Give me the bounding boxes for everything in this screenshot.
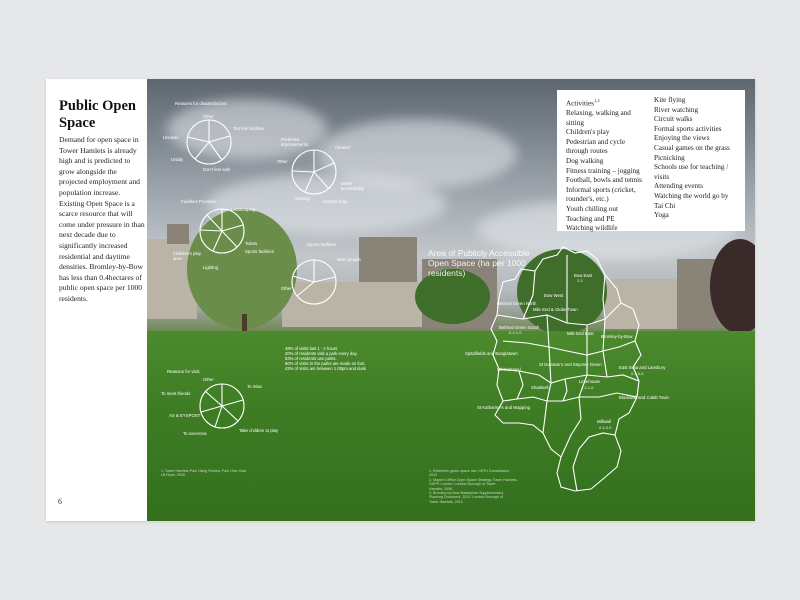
activity-item: Dog walking xyxy=(566,156,604,165)
activity-item: Teaching and PE xyxy=(566,214,615,223)
ward-label: Bow East xyxy=(574,273,593,278)
activities-column-2 xyxy=(654,96,730,221)
activity-item: Informal sports (cricket, xyxy=(566,185,636,194)
pie-chart-improvements xyxy=(292,150,336,194)
pie-title: Reasons for visit: xyxy=(167,369,200,374)
footnote-right xyxy=(429,469,518,504)
ward-value: 0.4-1.0 xyxy=(509,330,522,335)
ward-value: 0.4-0.6 xyxy=(599,425,612,430)
ward-label: Bethnal Green South xyxy=(499,325,540,330)
pie-label: Other xyxy=(281,286,292,291)
pie-label: Untidy xyxy=(171,157,184,162)
activity-item: through routes xyxy=(566,147,608,156)
activity-item: Circuit walks xyxy=(654,115,693,124)
stat-line: 48% of visits last 1 - 2 hours xyxy=(285,346,338,351)
footnote-line: LB Ruse, 2005 xyxy=(161,473,185,478)
pie-label: Other xyxy=(277,159,288,164)
page-number: 6 xyxy=(58,497,62,506)
visit-statistics xyxy=(285,346,366,371)
ward-label: Bethnal Green North xyxy=(497,301,537,306)
ward-value: 3.3 xyxy=(577,278,583,283)
ward-value: 0.4-0.6 xyxy=(631,371,644,376)
activity-item: Children's play xyxy=(566,128,610,137)
activity-item: Casual games on the grass xyxy=(654,143,730,152)
ward-label: Limehouse xyxy=(579,379,601,384)
footnote-line: 3. Bromley-by-Bow Masterplan Supplementary xyxy=(429,491,504,496)
activity-item: Relaxing, walking and xyxy=(566,108,631,117)
pie-label: Control dogs xyxy=(323,199,348,204)
footnote-line: Planning Document, 2012: London Borough of xyxy=(429,495,503,500)
pie-title: Preferred improvements: xyxy=(281,137,310,147)
pie-label: Unclean xyxy=(163,135,179,140)
activity-item: visits xyxy=(654,172,670,181)
ward-label: Bow West xyxy=(544,293,564,298)
pie-label: To meet friends xyxy=(161,391,191,396)
pie-title: Facilities Priorities: xyxy=(181,199,217,204)
pie-label: To excercise xyxy=(183,431,207,436)
activities-column-1 xyxy=(566,96,642,234)
footnote-line: 2. Mayor's Office Open Space Strategy, Tower Hamlets, xyxy=(429,477,518,482)
activity-item: Enjoying the views xyxy=(654,134,710,143)
stat-line: 60% of visits to the parks are made on foot. xyxy=(285,361,366,366)
pie-label: Lighting xyxy=(203,265,219,270)
pie-title: Reasons for dissatisfaction: xyxy=(175,101,228,106)
text-column xyxy=(46,79,147,521)
activity-item: sitting xyxy=(566,118,584,127)
pie-label: Toilets xyxy=(245,241,258,246)
pie-label: AS & EYSPOST xyxy=(169,413,201,418)
activity-item: Yoga xyxy=(654,211,669,220)
ward-value: 1.2-1.6 xyxy=(581,385,594,390)
pie-chart-facilities xyxy=(200,209,244,253)
pie-label: Sports facilities xyxy=(307,242,336,247)
ward-label: Bromley-by-Bow xyxy=(601,334,633,339)
ward-label: Millwall xyxy=(597,419,611,424)
activity-item: Schools use for teaching / xyxy=(654,163,729,172)
pie-label: Children's play area xyxy=(173,251,202,261)
park-photograph xyxy=(147,79,755,521)
body-paragraph: Demand for open space in Tower Hamlets is already high and is predicted to grow alongside the projected employment and population increase. Existing Open Space is a scarce resource that will come under pressure in than next decade due to significantly increased residential and daytime densities. Bromley-by-Bow has less than 0.4hectares of public open space per 1000 residents. xyxy=(59,135,145,303)
pie-label: Other xyxy=(203,377,214,382)
ward-label: St Dunstan's and Stepney Green xyxy=(539,362,602,367)
footnote-line: Tower Hamlets, 2012 xyxy=(429,499,463,504)
activity-item: Kite flying xyxy=(654,96,686,104)
activity-item: Fitness training – jogging xyxy=(566,166,640,175)
pie-label: Sports facilities xyxy=(245,249,274,254)
activity-item: Picnicking xyxy=(654,153,685,162)
pie-label: To relax xyxy=(247,384,263,389)
activities-box xyxy=(557,90,745,231)
activity-item: Pedestrian and cycle xyxy=(566,137,626,146)
pie-label: Seating xyxy=(295,196,310,201)
footnote-line: OSPP, London: London Borough of Tower xyxy=(429,482,496,487)
activity-item: Tai Chi xyxy=(654,201,676,210)
ward-label: Mile End & Globe Town xyxy=(533,307,578,312)
page-title: Public Open Space xyxy=(59,98,136,131)
activity-item: Watching wildlife xyxy=(566,224,618,233)
activity-item: Watching the world go by xyxy=(654,191,729,200)
stat-line: 43% of visits are between 1.00pm and dusk xyxy=(285,366,367,371)
pie-chart-sports xyxy=(292,260,336,304)
stat-line: 20% of residents visit a park every day. xyxy=(285,351,358,356)
pie-label: Take children to play xyxy=(239,428,279,433)
activity-item: Attending events xyxy=(654,182,703,191)
activity-item: Formal sports activities xyxy=(654,124,722,133)
pie-label: More people xyxy=(337,257,361,262)
pie-chart-dissatisfaction xyxy=(187,120,231,164)
map-title: Area of Publicly Accessible Open Space (ha per 1000 residents) xyxy=(428,248,530,278)
ward-label: St Katharine's and Wapping xyxy=(477,405,530,410)
pie-label: Too few facilities xyxy=(233,126,265,131)
activities-footnote-ref: 1,2 xyxy=(593,98,600,103)
footnote-line: 2010 xyxy=(429,473,437,478)
ward-label: Spitalfields and Banglatown xyxy=(465,351,518,356)
pie-label: Don't feel safe xyxy=(203,167,231,172)
pie-chart-visit-reasons xyxy=(200,384,244,428)
ward-label: Whitechapel xyxy=(497,367,521,372)
magazine-spread xyxy=(46,79,755,521)
pie-label: Other xyxy=(203,114,214,119)
ward-label: Mile End East xyxy=(567,331,594,336)
activities-heading-text: Activities xyxy=(566,99,594,108)
pie-label: Landscaping xyxy=(231,207,256,212)
stat-line: 63% of residents use parks. xyxy=(285,356,337,361)
ward-label: Blackwall and Cubitt Town xyxy=(619,395,669,400)
activity-item: rounder's, etc.) xyxy=(566,195,609,204)
pie-label: Cleaner xyxy=(335,145,351,150)
activities-heading xyxy=(566,96,642,109)
ward-label: Shadwell xyxy=(531,385,549,390)
footnote-line: 1. Residents green space use: LBTH Consultation, xyxy=(429,469,510,473)
activity-item: Football, bowls and tennis xyxy=(566,176,642,185)
activity-item: River watching xyxy=(654,105,699,114)
footnote-left xyxy=(161,469,246,478)
activity-item: Youth chilling out xyxy=(566,204,618,213)
footnote-line: Hamlets, 2006 xyxy=(429,486,453,491)
footnote-line: 1. Tower Hamlets Park Using Review, Park User Cast xyxy=(161,469,247,473)
ward-label: East India and Lansbury xyxy=(619,365,666,370)
pie-label: Better accessibility xyxy=(341,181,364,191)
